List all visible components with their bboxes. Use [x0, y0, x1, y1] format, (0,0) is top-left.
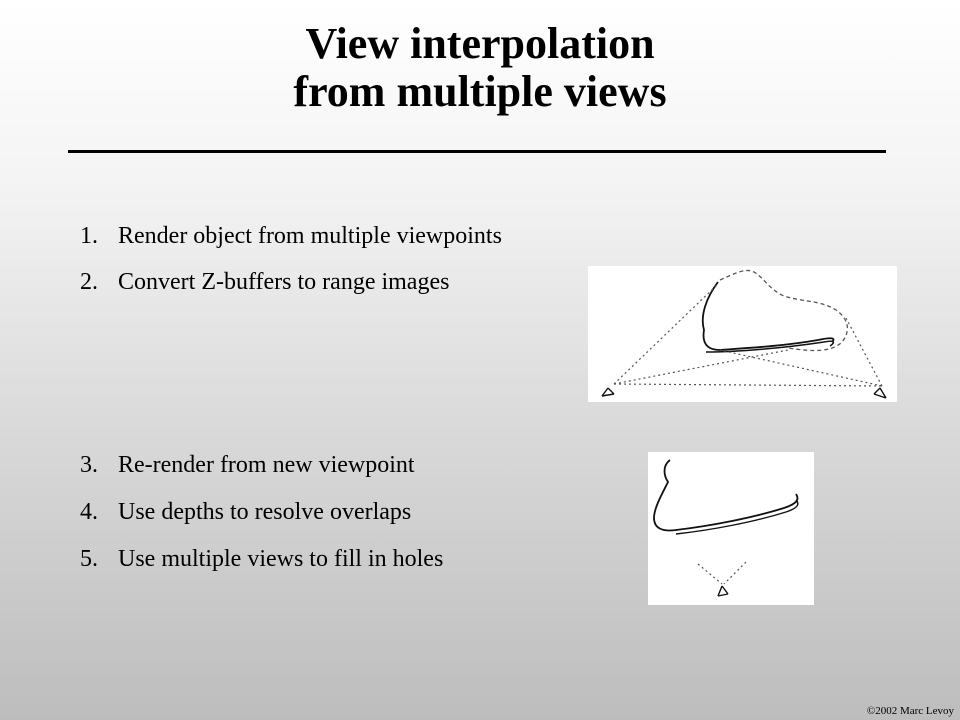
list-item-number: 1. [80, 223, 98, 249]
list-item-text: Use multiple views to fill in holes [118, 546, 444, 572]
list-item-number: 2. [80, 269, 98, 295]
multi-view-figure [588, 266, 897, 402]
title-line-2: from multiple views [293, 67, 667, 116]
list-item-text: Use depths to resolve overlaps [118, 499, 412, 525]
list-item-number: 5. [80, 546, 98, 572]
list-item-text: Re-render from new viewpoint [118, 452, 415, 478]
list-item [80, 222, 502, 250]
list-item [80, 268, 449, 296]
footer-author: Marc Levoy [899, 705, 954, 717]
list-item-number: 3. [80, 452, 98, 478]
multi-view-sketch [588, 266, 897, 402]
list-item-text: Convert Z-buffers to range images [118, 269, 450, 295]
footer-year: 2002 [875, 705, 898, 717]
title-divider [68, 150, 886, 153]
new-view-sketch [648, 452, 814, 605]
list-item-number: 4. [80, 499, 98, 525]
title-line-1: View interpolation [305, 19, 655, 68]
slide-footer [867, 704, 954, 718]
copyright-symbol: © [866, 705, 876, 717]
list-item [80, 545, 443, 573]
new-view-figure [648, 452, 814, 605]
list-item [80, 451, 415, 479]
slide-title [0, 20, 960, 116]
list-item-text: Render object from multiple viewpoints [118, 223, 502, 249]
list-item [80, 498, 411, 526]
